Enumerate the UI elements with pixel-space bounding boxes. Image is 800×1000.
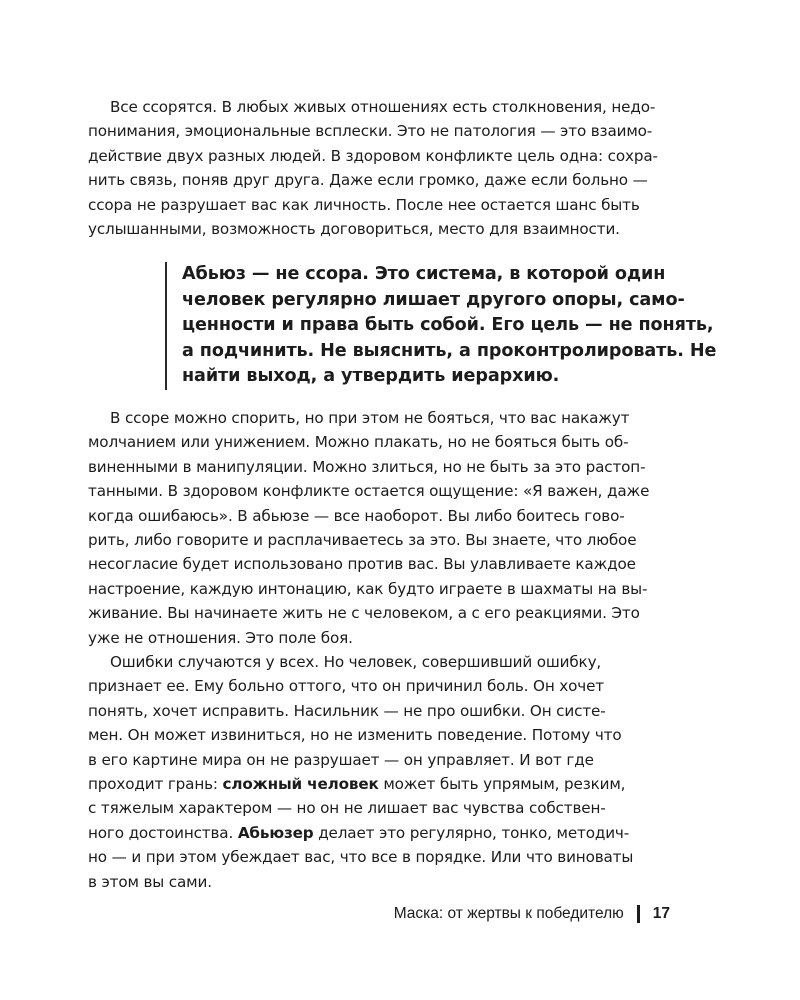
quote-line: а подчинить. Не выяснить, а проконтролировать. Не — [182, 340, 717, 361]
text-line-with-emphasis — [88, 821, 671, 845]
text-line: В ссоре можно спорить, но при этом не бояться, что вас накажут — [110, 409, 630, 427]
text-run: проходит грань: — [88, 774, 223, 793]
text-line: Все ссорятся. В любых живых отношениях есть столкновения, недо- — [110, 98, 656, 116]
text-line: танными. В здоровом конфликте остается ощущение: «Я важен, даже — [88, 482, 650, 501]
text-line: действие двух разных людей. В здоровом конфликте цель одна: сохра- — [88, 146, 658, 165]
text-line: признает ее. Ему больно оттого, что он причинил боль. Он хочет — [88, 677, 604, 696]
text-line: рить, либо говорите и расплачиваетесь за это. Вы знаете, что любое — [88, 530, 637, 549]
emphasis-difficult-person: сложный человек — [222, 774, 379, 793]
pull-quote — [165, 262, 717, 390]
text-run: делает это регулярно, тонко, методич- — [313, 823, 630, 842]
text-line: ссора не разрушает вас как личность. После нее остается шанс быть — [88, 195, 640, 214]
paragraph-conflict — [88, 406, 671, 650]
paragraph-mistakes — [88, 650, 671, 894]
text-line: Ошибки случаются у всех. Но человек, совершивший ошибку, — [110, 653, 602, 671]
paragraph-intro — [88, 95, 671, 241]
text-run: может быть упрямым, резким, — [378, 774, 626, 793]
text-run: ного достоинства. — [88, 823, 238, 842]
text-line: виненными в манипуляции. Можно злиться, но не быть за это растоп- — [88, 457, 646, 476]
text-line: уже не отношения. Это поле боя. — [88, 628, 353, 647]
text-line: мен. Он может извиниться, но не изменить поведение. Потому что — [88, 726, 622, 745]
footer-divider — [637, 905, 640, 923]
text-line: нить связь, поняв друг друга. Даже если громко, даже если больно — — [88, 171, 648, 190]
book-title: Маска: от жертвы к победителю — [393, 905, 624, 922]
running-footer — [394, 905, 670, 923]
text-line: но — и при этом убеждает вас, что все в порядке. Или что виноваты — [88, 848, 634, 867]
text-line: когда ошибаюсь». В абьюзе — все наоборот. Вы либо боитесь гово- — [88, 506, 625, 525]
text-line: молчанием или унижением. Можно плакать, но не бояться быть об- — [88, 433, 629, 452]
emphasis-abuser: Абьюзер — [237, 823, 314, 842]
quote-line: Абьюз — не ссора. Это система, в которой один — [182, 264, 666, 284]
text-line: услышанными, возможность договориться, место для взаимности. — [88, 219, 620, 238]
text-line: с тяжелым характером — но он не лишает вас чувства собствен- — [88, 799, 606, 818]
text-line: в этом вы сами. — [88, 872, 212, 891]
text-line: настроение, каждую интонацию, как будто играете в шахматы на вы- — [88, 579, 648, 598]
text-line: понять, хочет исправить. Насильник — не про ошибки. Он систе- — [88, 701, 606, 720]
page-number: 17 — [652, 905, 670, 922]
quote-line: ценности и права быть собой. Его цель — не понять, — [182, 315, 714, 336]
text-line-with-emphasis — [88, 772, 671, 796]
quote-line: человек регулярно лишает другого опоры, само- — [182, 289, 685, 310]
quote-line: найти выход, а утвердить иерархию. — [182, 366, 560, 387]
text-line: в его картине мира он не разрушает — он управляет. И вот где — [88, 750, 594, 769]
text-line: понимания, эмоциональные всплески. Это не патология — это взаимо- — [88, 122, 653, 141]
text-line: несогласие будет использовано против вас. Вы улавливаете каждое — [88, 555, 636, 574]
text-line: живание. Вы начинаете жить не с человеком, а с его реакциями. Это — [88, 604, 640, 623]
